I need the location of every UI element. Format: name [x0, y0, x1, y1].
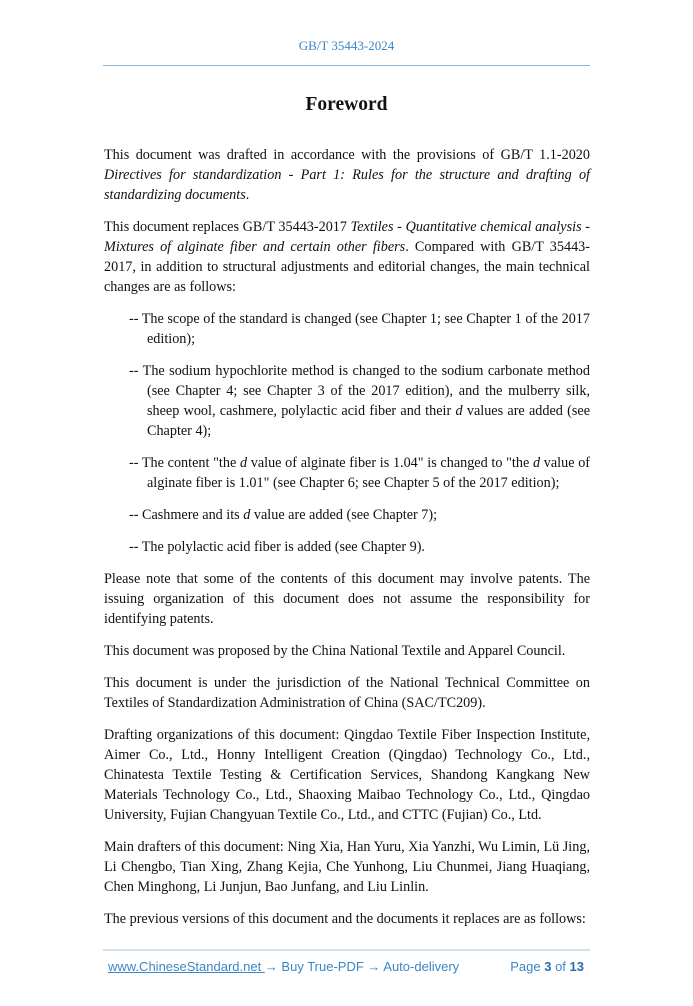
text-run: This document was drafted in accordance with the provisions of GB/T 1.1-2020: [104, 147, 590, 163]
text-run: values are added (see Chapter 4);: [147, 403, 591, 439]
page-spacer: [0, 941, 693, 949]
page-total: 13: [569, 959, 584, 974]
text-run: -- The scope of the standard is changed (see Chapter 1; see Chapter 1 of the 2017 edition);: [129, 311, 590, 347]
paragraph: [104, 217, 590, 297]
text-run: -- The sodium hypochlorite method is changed to the sodium carbonate method (see Chapter 4; see Chapter 3 of the 2017 edition), and the mulberry silk, sheep wool, cashmere, polylactic acid fiber and their: [129, 363, 590, 419]
text-run: . Compared with GB/T 35443-2017, in addition to structural adjustments and editorial changes, the main technical changes are as follows:: [104, 239, 591, 295]
change-list-item: [129, 309, 590, 349]
footer-divider: [103, 949, 590, 951]
page-current: 3: [544, 959, 552, 974]
text-run: -- Cashmere and its: [129, 507, 244, 523]
text-run: -- The content "the: [129, 455, 240, 471]
italic-text: d: [455, 403, 463, 419]
paragraph: [104, 673, 590, 713]
footer-promo-text: → Buy True-PDF → Auto-delivery: [264, 959, 460, 974]
text-run: value of alginate fiber is 1.01" (see Chapter 6; see Chapter 5 of the 2017 edition);: [147, 455, 591, 491]
italic-text: d: [243, 507, 251, 523]
change-list-item: [129, 537, 590, 557]
text-run: -: [393, 219, 406, 235]
text-run: Main drafters of this document: Ning Xia, Han Yuru, Xia Yanzhi, Wu Limin, Lü Jing, Li Chengbo, Tian Xing, Zhang Kejia, Che Yunhong, Liu Chunmei, Jiang Huaqiang, Chen Minghong, Li Junjun, Bao Junfang, and Liu Linlin.: [104, 839, 590, 895]
page-footer: [108, 958, 588, 976]
paragraph: [104, 725, 590, 825]
text-run: This document was proposed by the China National Textile and Apparel Council.: [104, 643, 566, 659]
italic-text: d: [532, 455, 541, 471]
running-header: GB/T 35443-2024: [298, 38, 395, 53]
of-label: of: [555, 959, 566, 974]
italic-text: Textiles: [350, 219, 394, 235]
text-run: Drafting organizations of this document: Qingdao Textile Fiber Inspection Institute, Aimer Co., Ltd., Honny Intelligent Creation (Qingdao) Technology Co., Ltd., Chinatesta Textile Testing & Certification Services, Shandong Kangkang New Materials Technology Co., Ltd., Shaoxing Maibao Technology Co., Ltd., Qingdao University, Fujian Changyuan Textile Co., Ltd., and CTTC (Fujian) Co., Ltd.: [104, 727, 590, 823]
paragraph: [104, 145, 590, 205]
text-run: The previous versions of this document and the documents it replaces are as follows:: [104, 911, 586, 927]
paragraph: [104, 909, 590, 929]
italic-text: d: [239, 455, 248, 471]
text-run: .: [245, 187, 250, 203]
text-run: This document replaces GB/T 35443-2017: [104, 219, 351, 235]
change-list-item: [129, 453, 590, 493]
paragraph: [104, 837, 590, 897]
page-title: Foreword: [305, 94, 388, 115]
paragraph: [104, 641, 590, 661]
paragraph: [104, 569, 590, 629]
document-body: [104, 145, 590, 941]
chinesestandard-link[interactable]: www.ChineseStandard.net: [108, 959, 265, 974]
change-list-item: [129, 361, 590, 441]
italic-text: Directives for standardization - Part 1: Rules for the structure and drafting of standardizing documents: [104, 167, 590, 203]
change-list-item: [129, 505, 590, 525]
text-run: value are added (see Chapter 7);: [250, 507, 438, 523]
header-divider: [103, 65, 590, 66]
italic-text: Quantitative chemical analysis - Mixtures of alginate fiber and certain other fibers: [104, 219, 590, 255]
text-run: This document is under the jurisdiction of the National Technical Committee on Textiles of Standardization Administration of China (SAC/TC209).: [104, 675, 590, 711]
text-run: -- The polylactic acid fiber is added (see Chapter 9).: [129, 539, 425, 555]
text-run: Please note that some of the contents of this document may involve patents. The issuing organization of this document does not assume the responsibility for identifying patents.: [104, 571, 590, 627]
page-indicator: [510, 958, 584, 976]
page-label: Page: [510, 959, 541, 974]
text-run: value of alginate fiber is 1.04" is changed to "the: [247, 455, 533, 471]
